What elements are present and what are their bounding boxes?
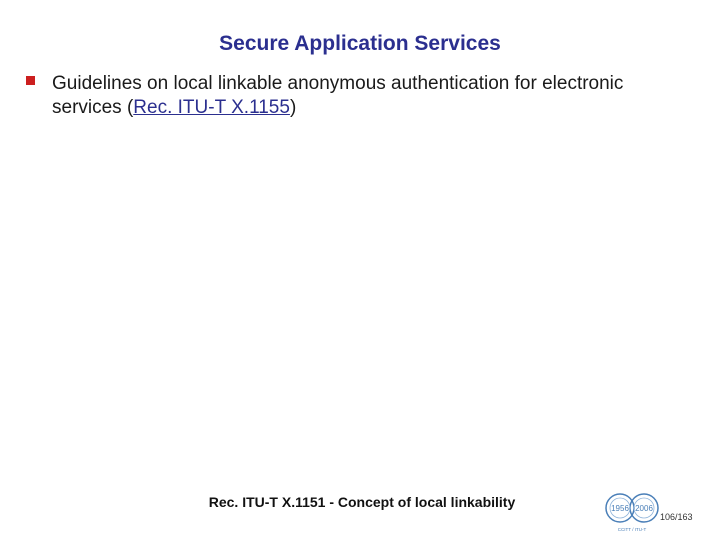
logo-year-left: 1956	[611, 504, 629, 513]
page-number: 106/163	[660, 512, 693, 522]
figure-caption: Rec. ITU-T X.1151 - Concept of local linkability	[208, 494, 516, 510]
bullet-text	[52, 72, 672, 120]
rec-x1155-link[interactable]: Rec. ITU-T X.1155	[133, 97, 290, 118]
slide-title: Secure Application Services	[219, 32, 501, 55]
itu-anniversary-logo-icon	[604, 490, 660, 534]
bullet-text-after: )	[289, 97, 297, 118]
logo-year-right: 2006	[635, 504, 653, 513]
bullet-text-before: Guidelines on local linkable anonymous authentication for electronic services (	[52, 73, 624, 118]
logo-subtitle: CCITT / ITU-T	[617, 527, 647, 532]
square-bullet-icon	[26, 76, 35, 85]
